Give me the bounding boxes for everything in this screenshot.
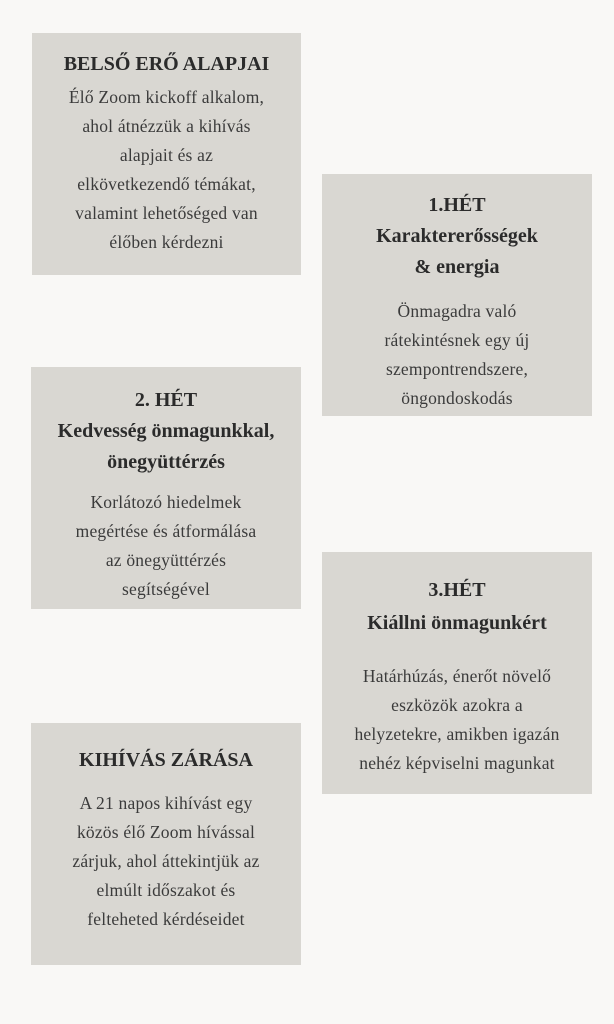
card-description-line: helyzetekre, amikben igazán [354,724,560,744]
card-description-line: Korlátozó hiedelmek [90,492,242,512]
card-title [45,385,287,478]
card-description-line: alapjait és az [119,145,214,165]
card-description-line: segítségével [122,579,210,599]
card-description [46,83,287,257]
card-description [336,662,578,778]
card-title-line: BELSŐ ERŐ ALAPJAI [63,53,270,75]
card-description-line: megértése és átformálása [75,521,257,541]
card-title-line: Kedvesség önmagunkkal, [57,420,275,442]
card-description-line: az önegyüttérzés [105,550,227,570]
card-description-line: Önmagadra való [397,301,517,321]
card-description-line: felteheted kérdéseidet [87,909,245,929]
card-week-2 [31,367,301,609]
card-description-line: zárjuk, ahol áttekintjük az [72,851,260,871]
card-title-line: 2. HÉT [134,389,198,411]
card-description [336,297,578,413]
card-description-line: eszközök azokra a [391,695,523,715]
card-description [45,488,287,604]
card-description-line: nehéz képviselni magunkat [359,753,555,773]
card-title-line: önegyüttérzés [107,451,225,473]
card-description-line: szempontrendszere, [385,359,529,379]
card-description-line: ahol átnézzük a kihívás [82,116,251,136]
card-title-line: & energia [414,256,500,278]
card-description-line: elkövetkezendő témákat, [77,174,256,194]
card-closing [31,723,301,965]
card-description-line: Határhúzás, énerőt növelő [362,666,552,686]
card-description [45,789,287,934]
card-description-line: A 21 napos kihívást egy [79,793,253,813]
card-title [336,574,578,640]
card-description-line: közös élő Zoom hívással [76,822,256,842]
card-title [45,745,287,775]
card-description-line: élőben kérdezni [109,232,224,252]
card-title-line: Karaktererősségek [376,225,538,247]
card-description-line: öngondoskodás [401,388,513,408]
card-week-1 [322,174,592,416]
card-description-line: valamint lehetőséged van [75,203,258,223]
card-title-line: Kiállni önmagunkért [367,612,547,634]
card-kickoff [32,33,301,275]
card-title-line: KIHÍVÁS ZÁRÁSA [79,749,253,771]
card-title [46,49,287,79]
card-description-line: Élő Zoom kickoff alkalom, [68,87,265,107]
card-description-line: elmúlt időszakot és [96,880,236,900]
card-title-line: 3.HÉT [428,579,486,601]
card-description-line: rátekintésnek egy új [384,330,530,350]
card-week-3 [322,552,592,794]
card-title [336,190,578,283]
card-title-line: 1.HÉT [428,194,486,216]
